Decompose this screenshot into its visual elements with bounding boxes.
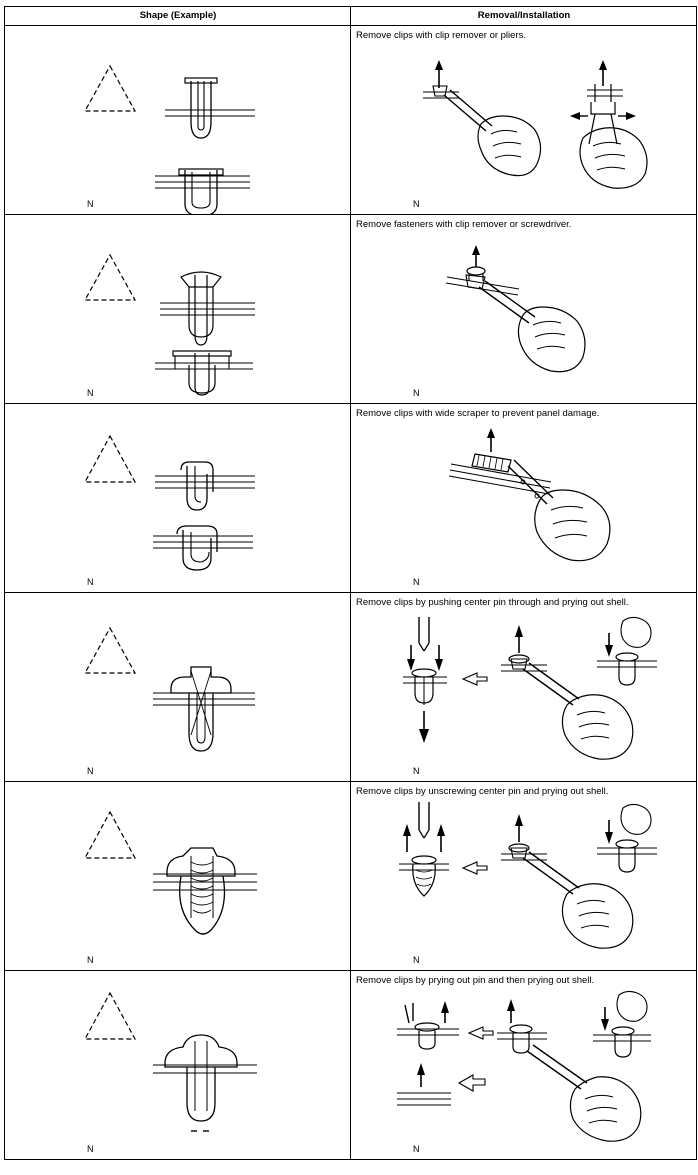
shape-cell-6 (5, 971, 351, 1160)
removal-illustration-5 (351, 782, 696, 970)
procedure-text-6: Remove clips by prying out pin and then prying out shell. (356, 975, 595, 986)
column-header-procedure (351, 7, 697, 26)
table-header (5, 7, 697, 26)
shape-cell-5 (5, 782, 351, 971)
procedure-cell-1 (351, 26, 697, 215)
procedure-text-1: Remove clips with clip remover or pliers. (356, 30, 526, 41)
column-header-shape-label: Shape (Example) (139, 10, 217, 21)
table-row (5, 971, 697, 1160)
table-row (5, 782, 697, 971)
column-header-shape (5, 7, 351, 26)
clip-shape-illustration-5 (5, 782, 350, 970)
procedure-text-2: Remove fasteners with clip remover or screwdriver. (356, 219, 572, 230)
procedure-cell-2 (351, 215, 697, 404)
shape-note-1: N (87, 199, 94, 209)
shape-cell-4 (5, 593, 351, 782)
removal-illustration-2 (351, 215, 696, 403)
removal-illustration-1 (351, 26, 696, 214)
removal-illustration-6 (351, 971, 696, 1159)
removal-illustration-3 (351, 404, 696, 592)
procedure-note-3: N (413, 577, 420, 587)
shape-cell-3 (5, 404, 351, 593)
table-body (5, 26, 697, 1160)
clip-shape-illustration-4 (5, 593, 350, 781)
clip-shape-illustration-2 (5, 215, 350, 403)
shape-note-3: N (87, 577, 94, 587)
table-row (5, 593, 697, 782)
procedure-text-4: Remove clips by pushing center pin through and prying out shell. (356, 597, 629, 608)
shape-note-5: N (87, 955, 94, 965)
table-row (5, 26, 697, 215)
table-row (5, 215, 697, 404)
table-row (5, 404, 697, 593)
shape-note-4: N (87, 766, 94, 776)
clip-shape-illustration-6 (5, 971, 350, 1159)
shape-cell-1 (5, 26, 351, 215)
column-header-procedure-label: Removal/Installation (477, 10, 571, 21)
shape-cell-2 (5, 215, 351, 404)
procedure-note-1: N (413, 199, 420, 209)
procedure-cell-5 (351, 782, 697, 971)
clip-shape-illustration-3 (5, 404, 350, 592)
clip-removal-table (4, 6, 697, 1160)
procedure-text-5: Remove clips by unscrewing center pin and prying out shell. (356, 786, 609, 797)
shape-note-2: N (87, 388, 94, 398)
procedure-text-3: Remove clips with wide scraper to prevent panel damage. (356, 408, 600, 419)
table-header-row (5, 7, 697, 26)
procedure-cell-3 (351, 404, 697, 593)
removal-illustration-4 (351, 593, 696, 781)
procedure-note-4: N (413, 766, 420, 776)
procedure-note-5: N (413, 955, 420, 965)
procedure-cell-6 (351, 971, 697, 1160)
procedure-cell-4 (351, 593, 697, 782)
shape-note-6: N (87, 1144, 94, 1154)
procedure-note-6: N (413, 1144, 420, 1154)
procedure-note-2: N (413, 388, 420, 398)
clip-shape-illustration-1 (5, 26, 350, 214)
